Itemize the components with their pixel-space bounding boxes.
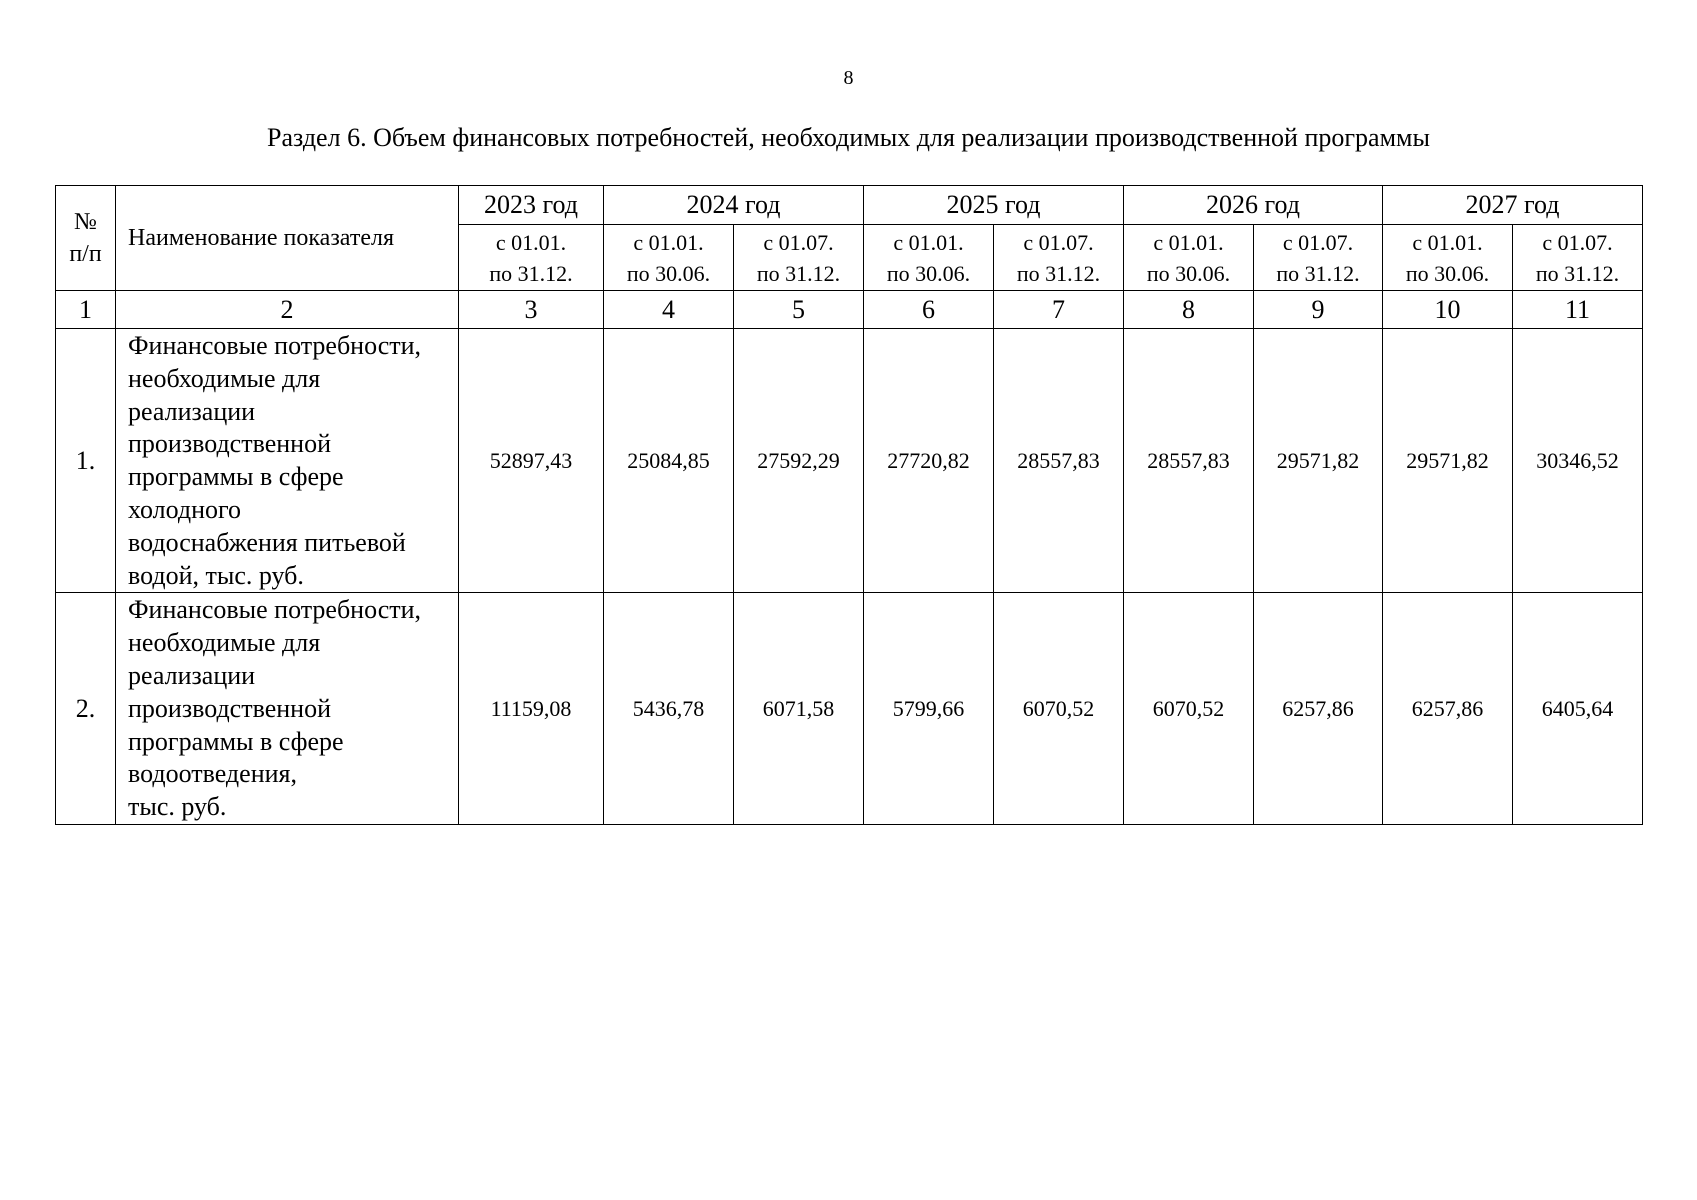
header-period-cell	[864, 225, 994, 291]
header-year-row	[56, 186, 1643, 225]
column-number: 1	[56, 291, 116, 329]
period-to: по 30.06.	[1405, 260, 1490, 286]
header-year-2027: 2027 год	[1383, 186, 1643, 225]
period-from: с 01.01.	[1412, 229, 1483, 255]
table-row	[56, 329, 1643, 593]
period-from: с 01.07.	[1282, 229, 1354, 255]
header-period-cell	[734, 225, 864, 291]
column-number-row	[56, 291, 1643, 329]
table-row	[56, 593, 1643, 825]
column-number: 5	[734, 291, 864, 329]
header-period-cell	[459, 225, 604, 291]
period-to: по 31.12.	[756, 260, 841, 286]
column-number: 4	[604, 291, 734, 329]
value-cell: 6257,86	[1254, 593, 1383, 825]
column-number: 3	[459, 291, 604, 329]
value-cell: 25084,85	[604, 329, 734, 593]
value-cell: 11159,08	[459, 593, 604, 825]
value-cell: 29571,82	[1254, 329, 1383, 593]
value-cell: 5436,78	[604, 593, 734, 825]
period-from: с 01.01.	[633, 229, 704, 255]
period-from: с 01.01.	[495, 229, 567, 255]
period-to: по 31.12.	[1276, 260, 1360, 286]
period-from: с 01.07.	[763, 229, 834, 255]
value-cell: 6071,58	[734, 593, 864, 825]
column-number: 6	[864, 291, 994, 329]
header-period-cell	[604, 225, 734, 291]
header-pn-line1: №	[74, 209, 97, 235]
row-number: 2.	[56, 593, 116, 825]
row-name-line: реализации	[128, 396, 256, 426]
row-name-line: необходимые для	[128, 628, 321, 658]
row-name-line: Финансовые потребности,	[128, 595, 422, 625]
value-cell: 6070,52	[994, 593, 1124, 825]
value-cell: 28557,83	[994, 329, 1124, 593]
period-from: с 01.07.	[1542, 229, 1613, 255]
row-name-line: программы в сфере	[128, 726, 344, 756]
value-cell: 28557,83	[1124, 329, 1254, 593]
value-cell: 30346,52	[1513, 329, 1643, 593]
header-period-cell	[1383, 225, 1513, 291]
value-cell: 27720,82	[864, 329, 994, 593]
value-cell: 29571,82	[1383, 329, 1513, 593]
header-name-cell: Наименование показателя	[116, 186, 459, 291]
row-name-line: необходимые для	[128, 363, 321, 393]
period-to: по 30.06.	[1146, 260, 1231, 286]
row-name-line: производственной	[128, 429, 331, 459]
row-name-line: водой, тыс. руб.	[128, 560, 304, 590]
period-from: с 01.07.	[1023, 229, 1094, 255]
value-cell: 6257,86	[1383, 593, 1513, 825]
header-period-cell	[1513, 225, 1643, 291]
period-to: по 31.12.	[1535, 260, 1620, 286]
value-cell: 52897,43	[459, 329, 604, 593]
header-pn-cell	[56, 186, 116, 291]
header-period-cell	[1254, 225, 1383, 291]
header-pn-line2: п/п	[69, 241, 102, 267]
financial-needs-table	[55, 185, 1643, 825]
column-number: 2	[116, 291, 459, 329]
header-year-2023: 2023 год	[459, 186, 604, 225]
header-year-2024: 2024 год	[604, 186, 864, 225]
row-name-line: тыс. руб.	[128, 792, 227, 822]
period-to: по 30.06.	[886, 260, 971, 286]
row-name	[116, 593, 459, 825]
value-cell: 6405,64	[1513, 593, 1643, 825]
page-number: 8	[843, 67, 854, 89]
row-name-line: программы в сфере	[128, 462, 344, 492]
row-name-line: реализации	[128, 660, 256, 690]
column-number: 11	[1513, 291, 1643, 329]
value-cell: 27592,29	[734, 329, 864, 593]
row-number: 1.	[56, 329, 116, 593]
value-cell: 6070,52	[1124, 593, 1254, 825]
column-number: 7	[994, 291, 1124, 329]
column-number: 10	[1383, 291, 1513, 329]
row-name-line: производственной	[128, 693, 331, 723]
header-year-2026: 2026 год	[1124, 186, 1383, 225]
column-number: 8	[1124, 291, 1254, 329]
period-from: с 01.01.	[1153, 229, 1224, 255]
header-year-2025: 2025 год	[864, 186, 1124, 225]
period-to: по 31.12.	[1016, 260, 1101, 286]
value-cell: 5799,66	[864, 593, 994, 825]
row-name	[116, 329, 459, 593]
header-period-cell	[994, 225, 1124, 291]
section-title: Раздел 6. Объем финансовых потребностей, необходимых для реализации производственной программы	[267, 123, 1430, 152]
period-from: с 01.01.	[893, 229, 964, 255]
row-name-line: Финансовые потребности,	[128, 331, 422, 360]
row-name-line: водоснабжения питьевой	[128, 527, 406, 557]
period-to: по 31.12.	[489, 260, 573, 286]
period-to: по 30.06.	[626, 260, 711, 286]
header-period-cell	[1124, 225, 1254, 291]
column-number: 9	[1254, 291, 1383, 329]
row-name-line: холодного	[128, 494, 242, 524]
row-name-line: водоотведения,	[128, 759, 297, 789]
